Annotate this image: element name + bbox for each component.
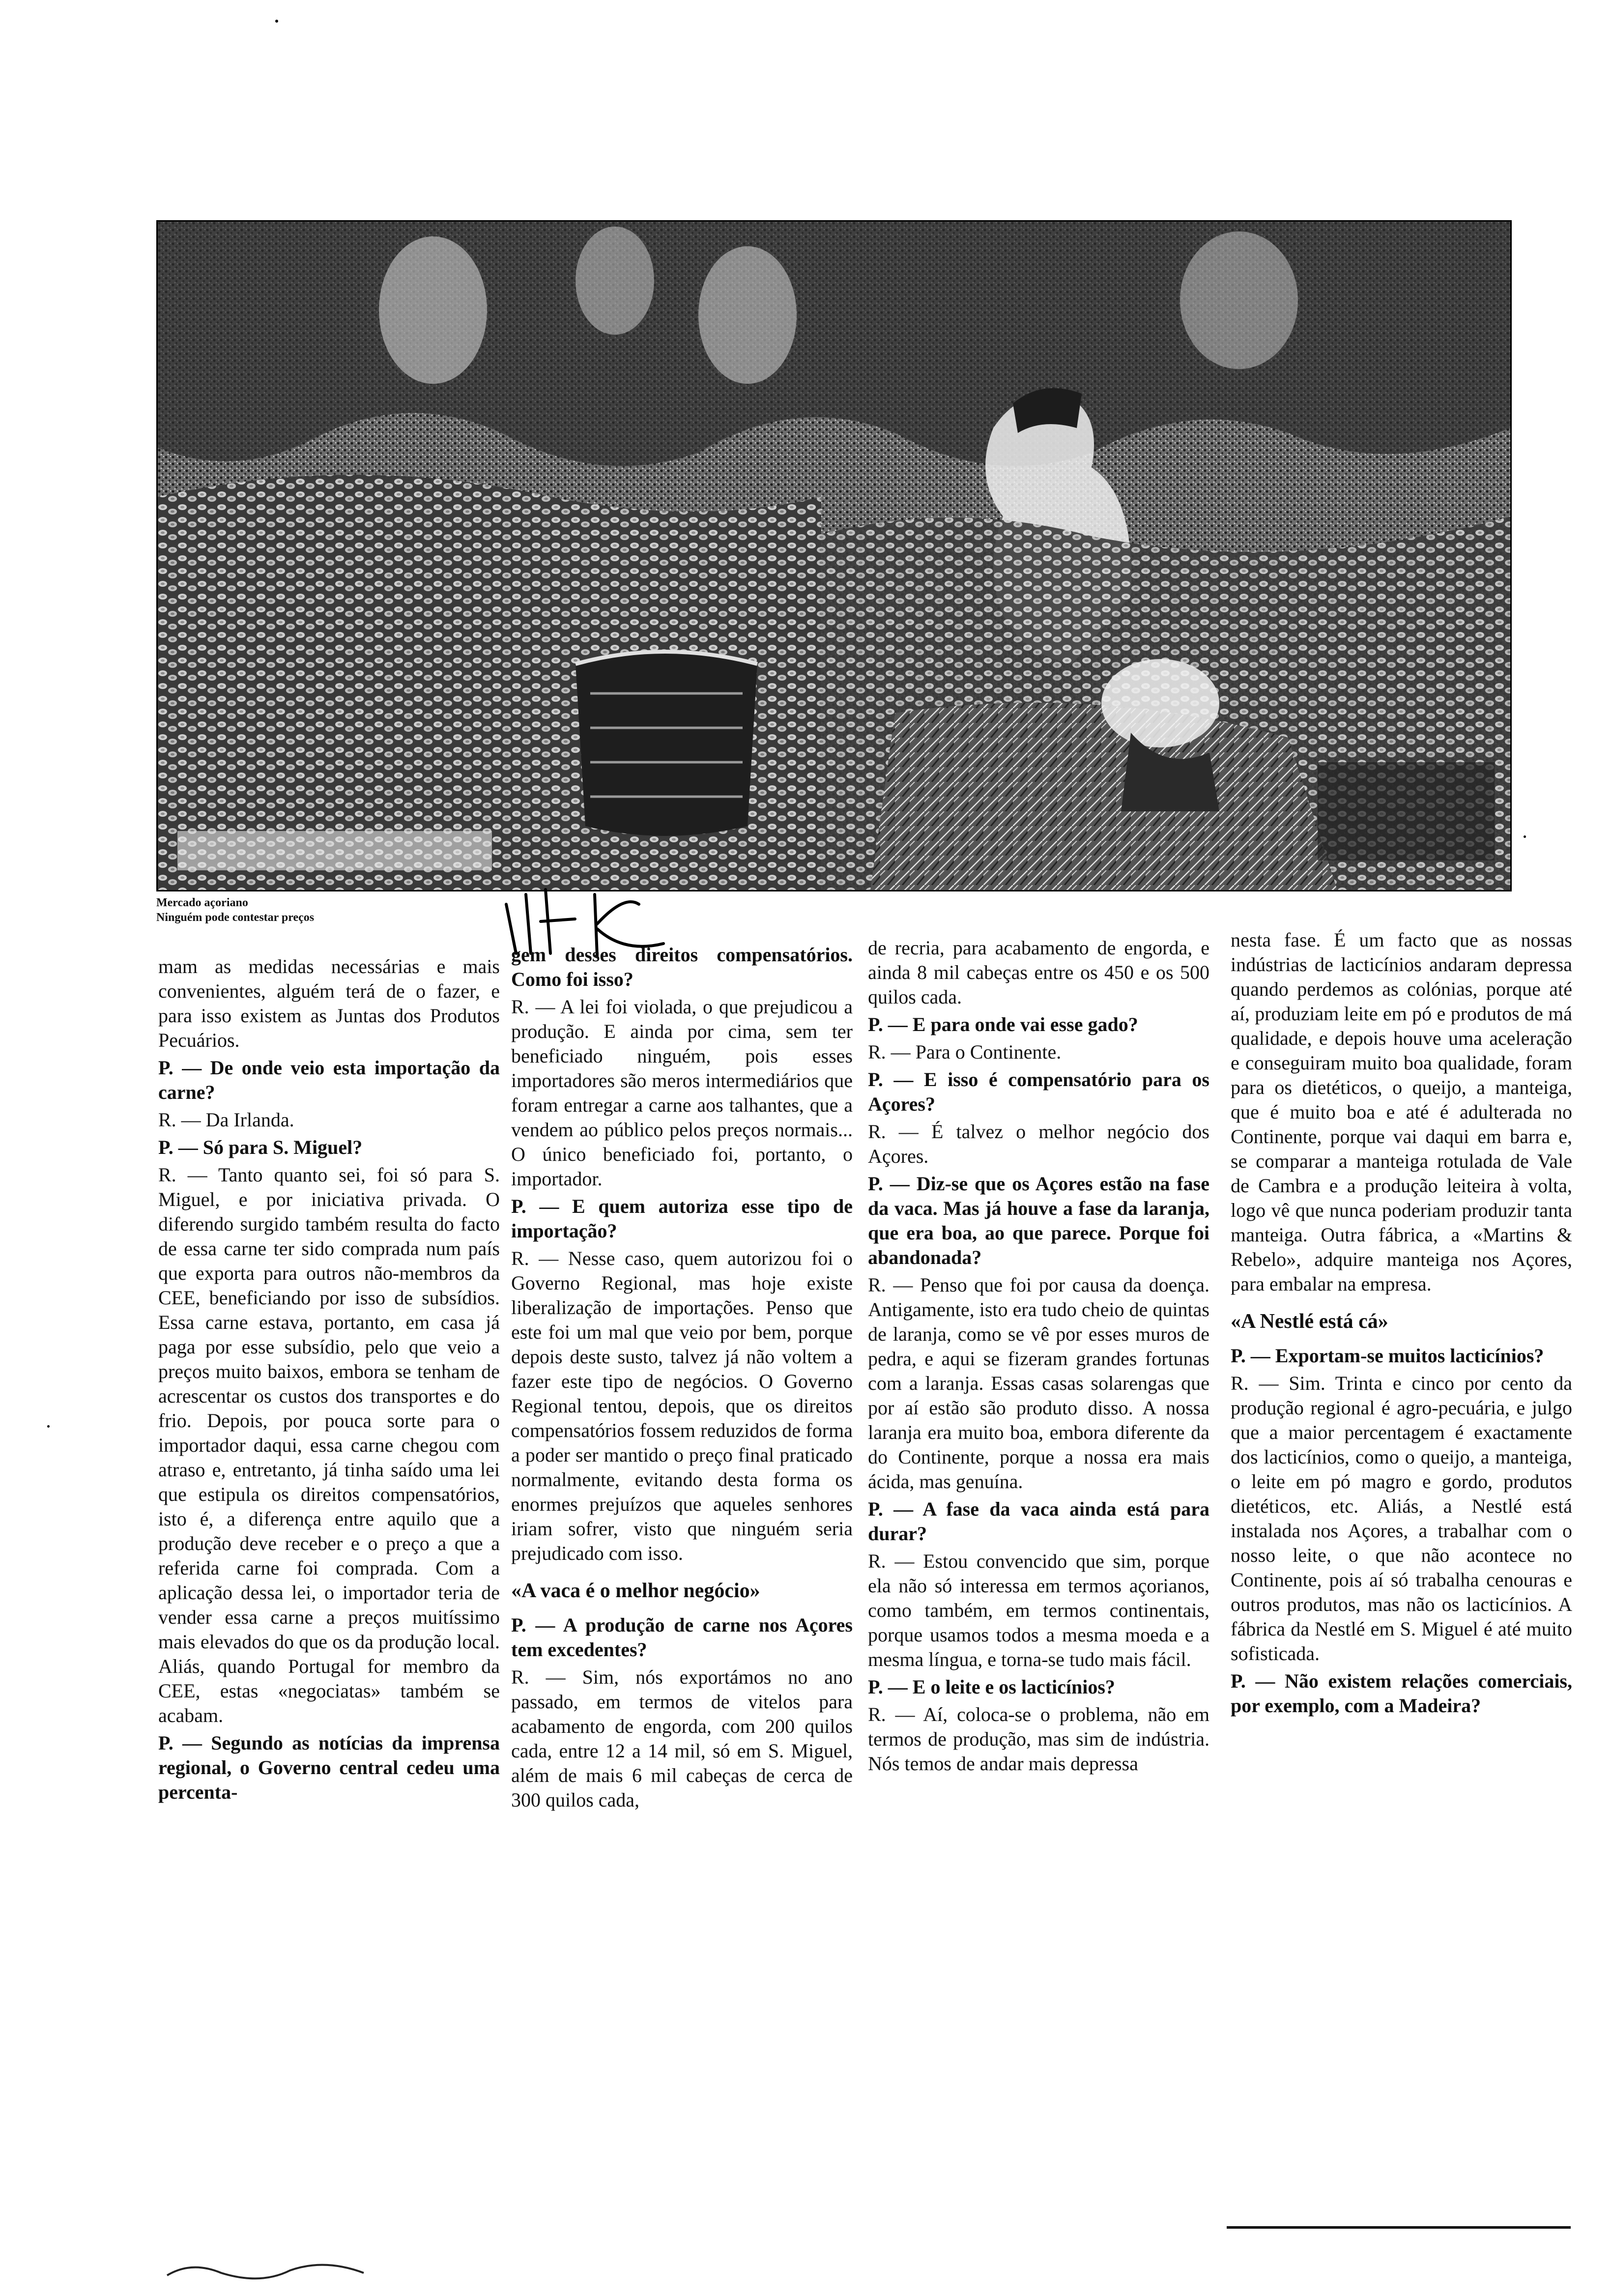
body-paragraph: R. — Penso que foi por causa da doença. Antigamente, isto era tudo cheio de quintas de laranja, como se vê por esses muros de pedra, e aqui se fizeram grandes fortunas com a laranja. Essas casas solarengas que por aí estão são produto disso. A nossa laranja era muito boa, embora diferente da do Continente, porque a nossa era mais ácida, mas genuína. (868, 1274, 1209, 1492)
interview-question: P. — A fase da vaca ainda está para durar? (868, 1498, 1209, 1545)
interview-question: P. — Segundo as notícias da imprensa regional, o Governo central cedeu uma percenta- (158, 1732, 500, 1803)
interview-question: P. — E o leite e os lacticínios? (868, 1676, 1115, 1698)
interview-question: P. — Exportam-se muitos lacticínios? (1231, 1345, 1544, 1367)
interview-question: P. — Não existem relações comerciais, por exemplo, com a Madeira? (1231, 1670, 1572, 1717)
body-paragraph: R. — Sim. Trinta e cinco por cento da produção regional é agro-pecuária, e julgo que a maior percentagem é exactamente dos lacticínios, como o queijo, a manteiga, o leite em pó magro e gordo, produtos dietéticos, etc. Aliás, a Nestlé está instalada nos Açores, a trabalhar com o nosso leite, o que não acontece no Continente, pois aí só trabalha cenouras e outros produtos, mas não os lacticínios. A fábrica da Nestlé em S. Miguel é até muito sofisticada. (1231, 1372, 1572, 1665)
body-paragraph: R. — Estou convencido que sim, porque ela não só interessa em termos açorianos, como também, em termos continentais, porque usamos todos a mesma moeda e a mesma língua, e torna-se tudo mais fácil. (868, 1550, 1209, 1670)
bottom-scan-mark (162, 2256, 369, 2285)
body-paragraph: R. — Tanto quanto sei, foi só para S. Miguel, e por iniciativa privada. O diferendo surgido também resulta do facto de essa carne ter sido comprada num país que exporta para outros não-membros da CEE, beneficiando por isso de subsídios. Essa carne estava, portanto, em casa já paga por esse subsídio, pelo que veio a preços muito baixos, embora se tenham de acrescentar os custos dos transportes e do frio. Depois, por pouca sorte para o importador daqui, essa carne chegou com atraso e, entretanto, já tinha saído uma lei que estipula os direitos compensatórios, isto é, a diferença entre aquilo que a produção deve receber e o preço a que a referida carne foi comprada. Com a aplicação dessa lei, o importador teria de vender essa carne a preços muitíssimo mais elevados do que os da produção local. Aliás, quando Portugal for membro da CEE, estas «negociatas» também se acabam. (158, 1164, 500, 1726)
article-column-2 (511, 943, 853, 1815)
body-paragraph: R. — Aí, coloca-se o problema, não em termos de produção, mas sim de indústria. Nós temos de andar mais depressa (868, 1703, 1209, 1775)
body-paragraph: R. — É talvez o melhor negócio dos Açores. (868, 1120, 1209, 1167)
caption-title: Mercado açoriano (156, 896, 248, 909)
body-paragraph: R. — Nesse caso, quem autorizou foi o Governo Regional, mas hoje existe liberalização de importações. Penso que este foi um mal que veio por bem, porque depois deste susto, talvez já não voltem a fazer este tipo de negócios. O Governo Regional tentou, depois, que os direitos compensatórios fossem reduzidos de forma a poder ser mantido o preço final praticado normalmente, evitando desta forma os enormes prejuízos que aqueles senhores iriam sofrer, visto que ninguém seria prejudicado com isso. (511, 1247, 853, 1564)
article-column-4 (1231, 928, 1572, 1721)
body-paragraph: R. — Para o Continente. (868, 1041, 1062, 1063)
interview-question: P. — E para onde vai esse gado? (868, 1013, 1138, 1035)
interview-question: P. — E isso é compensatório para os Açores? (868, 1068, 1209, 1115)
interview-question: P. — Só para S. Miguel? (158, 1136, 363, 1158)
interview-question: P. — Diz-se que os Açores estão na fase da vaca. Mas já houve a fase da laranja, que era boa, ao que parece. Porque foi abandonada? (868, 1173, 1209, 1268)
body-paragraph: mam as medidas necessárias e mais convenientes, alguém terá de o fazer, e para isso existem as Juntas dos Produtos Pecuários. (158, 955, 500, 1051)
body-paragraph: R. — Da Irlanda. (158, 1109, 294, 1131)
body-paragraph: nesta fase. É um facto que as nossas indústrias de lacticínios andaram depressa quando perdemos as colónias, porque até aí, produziam leite em pó e produtos de má qualidade, e depois houve uma aceleração e conseguiram muito boa qualidade, foram para os dietéticos, o queijo, a manteiga, que é muito boa e até é adulterada no Continente, porque vai daqui em barra e, se comparar a manteiga rotulada de Vale de Cambra e a produção leiteira à volta, logo vê que nunca poderiam produzir tanta manteiga. Outra fábrica, a «Martins & Rebelo», adquire manteiga nos Açores, para embalar na empresa. (1231, 929, 1572, 1295)
scan-speck (1524, 835, 1526, 838)
end-rule (1227, 2226, 1571, 2229)
body-paragraph: R. — Sim, nós exportámos no ano passado, em termos de vitelos para acabamento de engorda, com 200 quilos cada, entre 12 a 14 mil, só em S. Miguel, além de mais 6 mil cabeças de cerca de 300 quilos cada, (511, 1666, 853, 1811)
photo-caption (156, 895, 500, 925)
body-paragraph: R. — A lei foi violada, o que prejudicou a produção. E ainda por cima, sem ter beneficiado ninguém, pois esses importadores são meros intermediários que foram entregar a carne aos talhantes, que a vendem ao público pelos preços normais... O único beneficiado foi, portanto, o importador. (511, 996, 853, 1190)
caption-subtitle: Ninguém pode contestar preços (156, 911, 315, 924)
interview-question: gem desses direitos compensatórios. Como foi isso? (511, 944, 853, 990)
scan-speck (275, 20, 278, 23)
body-paragraph: de recria, para acabamento de engorda, e ainda 8 mil cabeças entre os 450 e os 500 quilos cada. (868, 937, 1209, 1008)
interview-question: P. — A produção de carne nos Açores tem excedentes? (511, 1614, 853, 1661)
section-subheading: «A Nestlé está cá» (1231, 1310, 1388, 1333)
article-column-1 (158, 954, 500, 1808)
market-photo-illustration (158, 222, 1510, 890)
section-subheading: «A vaca é o melhor negócio» (511, 1579, 760, 1602)
scan-speck (47, 1425, 50, 1428)
market-photo (156, 220, 1512, 891)
interview-question: P. — E quem autoriza esse tipo de importação? (511, 1195, 853, 1242)
article-column-3 (868, 936, 1209, 1779)
interview-question: P. — De onde veio esta importação da carne? (158, 1057, 500, 1103)
